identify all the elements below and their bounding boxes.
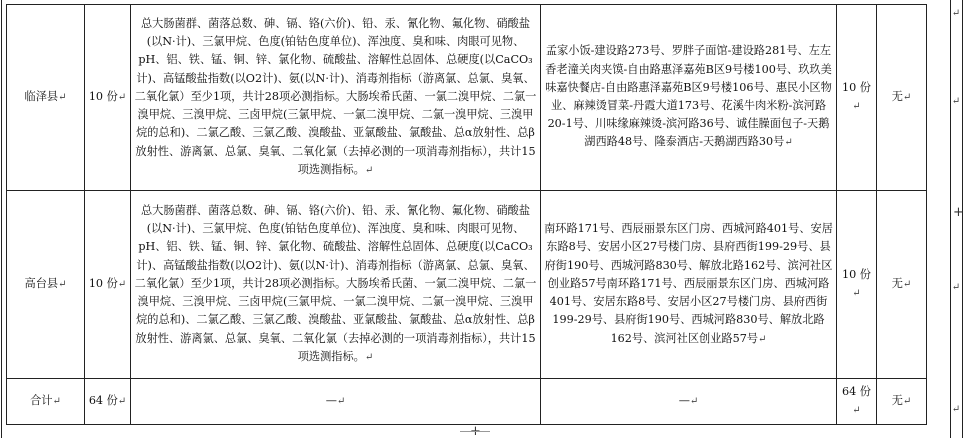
county-cell: 高台县↵: [7, 191, 85, 379]
add-column-icon[interactable]: +: [953, 205, 964, 220]
page-bottom-edge: [0, 431, 965, 438]
total-count-cell: 64 份↵: [85, 379, 131, 425]
paragraph-mark-icon: ↵: [951, 96, 961, 107]
table-edge-line: [950, 0, 951, 438]
locations-cell: 孟家小饭-建设路273号、罗胖子面馆-建设路281号、左左香老潼关肉夹馍-自由路惠泽嘉苑B区9号楼100号、玖玖美味嘉快餐店-自由路惠泽嘉苑B区9号楼106号、惠民小区物业、麻辣烫冒菜-丹霞大道173号、花溪牛肉米粉-滨河路20-1号、川味缘麻辣烫-滨河路36号、诚佳臊面包子-天鹅湖西路48号、隆泰酒店-天鹅湖西路30号↵: [541, 5, 837, 191]
total-note-cell: 无↵: [877, 379, 927, 425]
paragraph-mark-icon: ↵: [951, 404, 961, 415]
county-cell: 临泽县↵: [7, 5, 85, 191]
note-cell: 无↵: [877, 191, 927, 379]
count2-cell: 10 份↵: [837, 5, 877, 191]
total-locations-cell: —↵: [541, 379, 837, 425]
table-row: [7, 5, 927, 191]
page-left-rule: [1, 0, 2, 438]
note-cell: 无↵: [877, 5, 927, 191]
table-row: [7, 191, 927, 379]
locations-cell: 南环路171号、西辰丽景东区门房、西城河路401号、安居东路8号、安居小区27号楼门房、县府西街199-29号、县府街190号、西城河路830号、解放北路162号、滨河社区创业路57号南环路171号、西辰丽景东区门房、西城河路401号、安居东路8号、安居小区27号楼门房、县府西街199-29号、县府街190号、西城河路830号、解放北路162号、滨河社区创业路57号↵: [541, 191, 837, 379]
tests-cell: 总大肠菌群、菌落总数、砷、镉、铬(六价)、铅、汞、氰化物、氟化物、硝酸盐(以N·计)、三氯甲烷、色度(铂钴色度单位)、浑浊度、臭和味、肉眼可见物、pH、铝、铁、锰、铜、锌、氯化物、硫酸盐、溶解性总固体、总硬度(以CaCO₃计)、高锰酸盐指数(以O2计)、氨(以N·计)、消毒剂指标（游离氯、总氯、臭氧、二氧化氯）至少1项，共计28项必测指标。大肠埃希氏菌、一氯二溴甲烷、二氯一溴甲烷、三溴甲烷、三卤甲烷(三氯甲烷、一氯二溴甲烷、二氯一溴甲烷、三溴甲烷的总和)、二氯乙酸、三氯乙酸、溴酸盐、亚氯酸盐、氯酸盐、总α放射性、总β放射性、游离氯、总氯、臭氧、二氧化氯（去掉必测的一项消毒剂指标），共计15项选测指标。↵: [131, 5, 541, 191]
paragraph-mark-icon: ↵: [951, 8, 961, 19]
total-count2-cell: 64 份↵: [837, 379, 877, 425]
total-label-cell: 合计↵: [7, 379, 85, 425]
count-cell: 10 份↵: [85, 5, 131, 191]
paragraph-mark-icon: ↵: [951, 282, 961, 293]
total-row: [7, 379, 927, 425]
count2-cell: 10 份↵: [837, 191, 877, 379]
total-tests-cell: —↵: [131, 379, 541, 425]
tests-cell: 总大肠菌群、菌落总数、砷、镉、铬(六价)、铅、汞、氰化物、氟化物、硝酸盐(以N·计)、三氯甲烷、色度(铂钴色度单位)、浑浊度、臭和味、肉眼可见物、pH、铝、铁、锰、铜、锌、氯化物、硫酸盐、溶解性总固体、总硬度(以CaCO₃计)、高锰酸盐指数(以O2计)、氨(以N·计)、消毒剂指标（游离氯、总氯、臭氧、二氧化氯）至少1项，共计28项必测指标。大肠埃希氏菌、一氯二溴甲烷、二氯一溴甲烷、三溴甲烷、三卤甲烷(三氯甲烷、一氯二溴甲烷、二氯一溴甲烷、三溴甲烷的总和)、二氯乙酸、三氯乙酸、溴酸盐、亚氯酸盐、氯酸盐、总α放射性、总β放射性、游离氯、总氯、臭氧、二氧化氯（去掉必测的一项消毒剂指标），共计15项选测指标。↵: [131, 191, 541, 379]
count-cell: 10 份↵: [85, 191, 131, 379]
sampling-table: [6, 4, 927, 425]
add-row-icon[interactable]: +: [470, 424, 481, 439]
